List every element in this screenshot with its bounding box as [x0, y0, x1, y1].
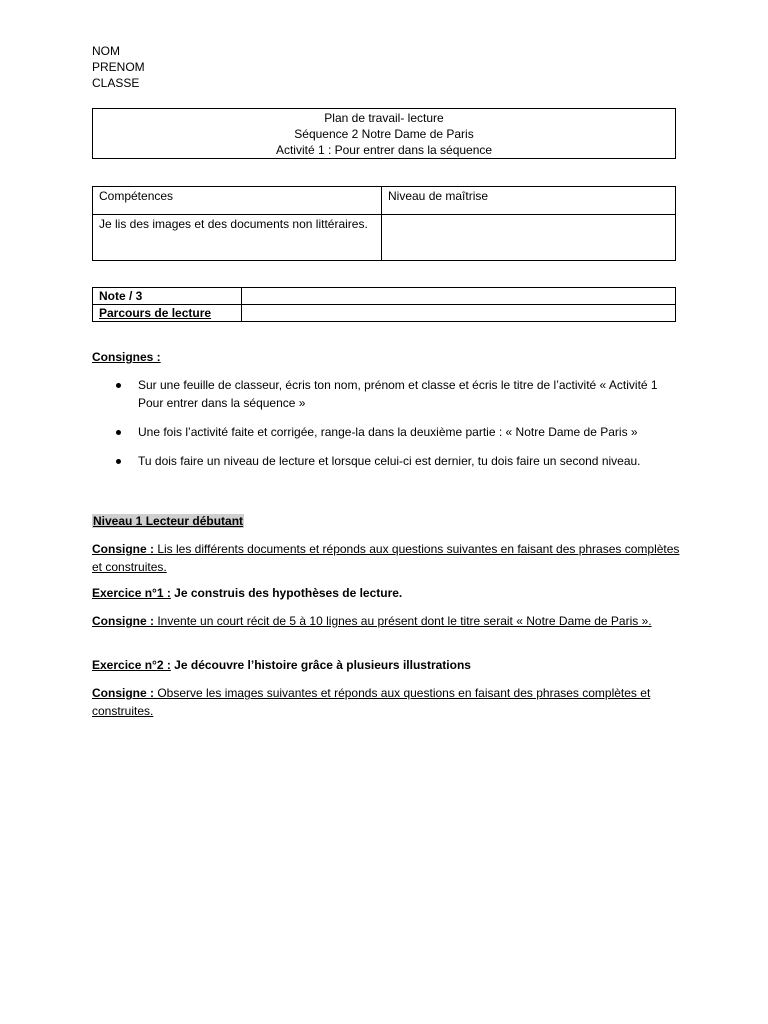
- sequence-title: Séquence 2 Notre Dame de Paris: [294, 127, 474, 141]
- note-value-cell: [242, 288, 676, 305]
- exercice-2-consigne: [92, 684, 682, 720]
- consigne-body: Invente un court récit de 5 à 10 lignes au présent dont le titre serait « Notre Dame de Paris ».: [154, 614, 652, 628]
- parcours-label: Parcours de lecture: [93, 305, 242, 322]
- prenom-label: PRENOM: [92, 60, 145, 74]
- competences-header: Compétences: [93, 187, 382, 215]
- consigne-body: Observe les images suivantes et réponds aux questions en faisant des phrases complètes et construites.: [92, 686, 651, 718]
- plan-title: Plan de travail- lecture: [324, 111, 444, 125]
- activity-title: Activité 1 : Pour entrer dans la séquence: [275, 143, 493, 157]
- table-row: [93, 288, 676, 305]
- parcours-value-cell: [242, 305, 676, 322]
- bullet-icon: [116, 459, 121, 464]
- consigne-label: Consigne :: [92, 686, 154, 700]
- exercice-1: [92, 584, 682, 602]
- exercice-2: [92, 656, 682, 674]
- title-box: [92, 108, 676, 159]
- niveau-heading: [92, 512, 682, 530]
- consigne-text: Tu dois faire un niveau de lecture et lorsque celui-ci est dernier, tu dois faire un second niveau.: [138, 454, 641, 468]
- consignes-heading: Consignes :: [92, 350, 161, 364]
- bullet-icon: [116, 383, 121, 388]
- consigne-label: Consigne :: [92, 614, 154, 628]
- consigne-label: Consigne :: [92, 542, 154, 556]
- list-item: [92, 423, 682, 441]
- consignes-list: [92, 376, 682, 481]
- classe-label: CLASSE: [92, 76, 140, 90]
- maitrise-cell: [382, 215, 676, 261]
- exercice-1-label: Exercice n°1 :: [92, 586, 171, 600]
- note-label: Note / 3: [93, 288, 242, 305]
- exercice-1-title: Je construis des hypothèses de lecture.: [170, 586, 403, 600]
- competence-cell: Je lis des images et des documents non littéraires.: [93, 215, 382, 261]
- niveau-consigne: [92, 540, 682, 576]
- table-row: [93, 305, 676, 322]
- list-item: [92, 376, 682, 412]
- competences-table: [92, 186, 676, 261]
- consigne-text: Sur une feuille de classeur, écris ton nom, prénom et classe et écris le titre de l’activité « Activité 1 Pour entrer dans la séquence »: [138, 378, 658, 410]
- niveau-maitrise-header: Niveau de maîtrise: [382, 187, 676, 215]
- table-row: [93, 215, 676, 261]
- niveau-title: Niveau 1 Lecteur débutant: [93, 514, 244, 528]
- note-table: [92, 287, 676, 322]
- nom-label: NOM: [92, 44, 120, 58]
- student-header: [92, 43, 145, 91]
- exercice-1-consigne: [92, 612, 682, 630]
- consigne-text: Une fois l’activité faite et corrigée, range-la dans la deuxième partie : « Notre Dame de Paris »: [138, 425, 638, 439]
- exercice-2-title: Je découvre l’histoire grâce à plusieurs illustrations: [170, 658, 471, 672]
- consigne-body: Lis les différents documents et réponds aux questions suivantes en faisant des phrases complètes et construites.: [92, 542, 680, 574]
- list-item: [92, 452, 682, 470]
- table-row: [93, 187, 676, 215]
- bullet-icon: [116, 430, 121, 435]
- exercice-2-label: Exercice n°2 :: [92, 658, 171, 672]
